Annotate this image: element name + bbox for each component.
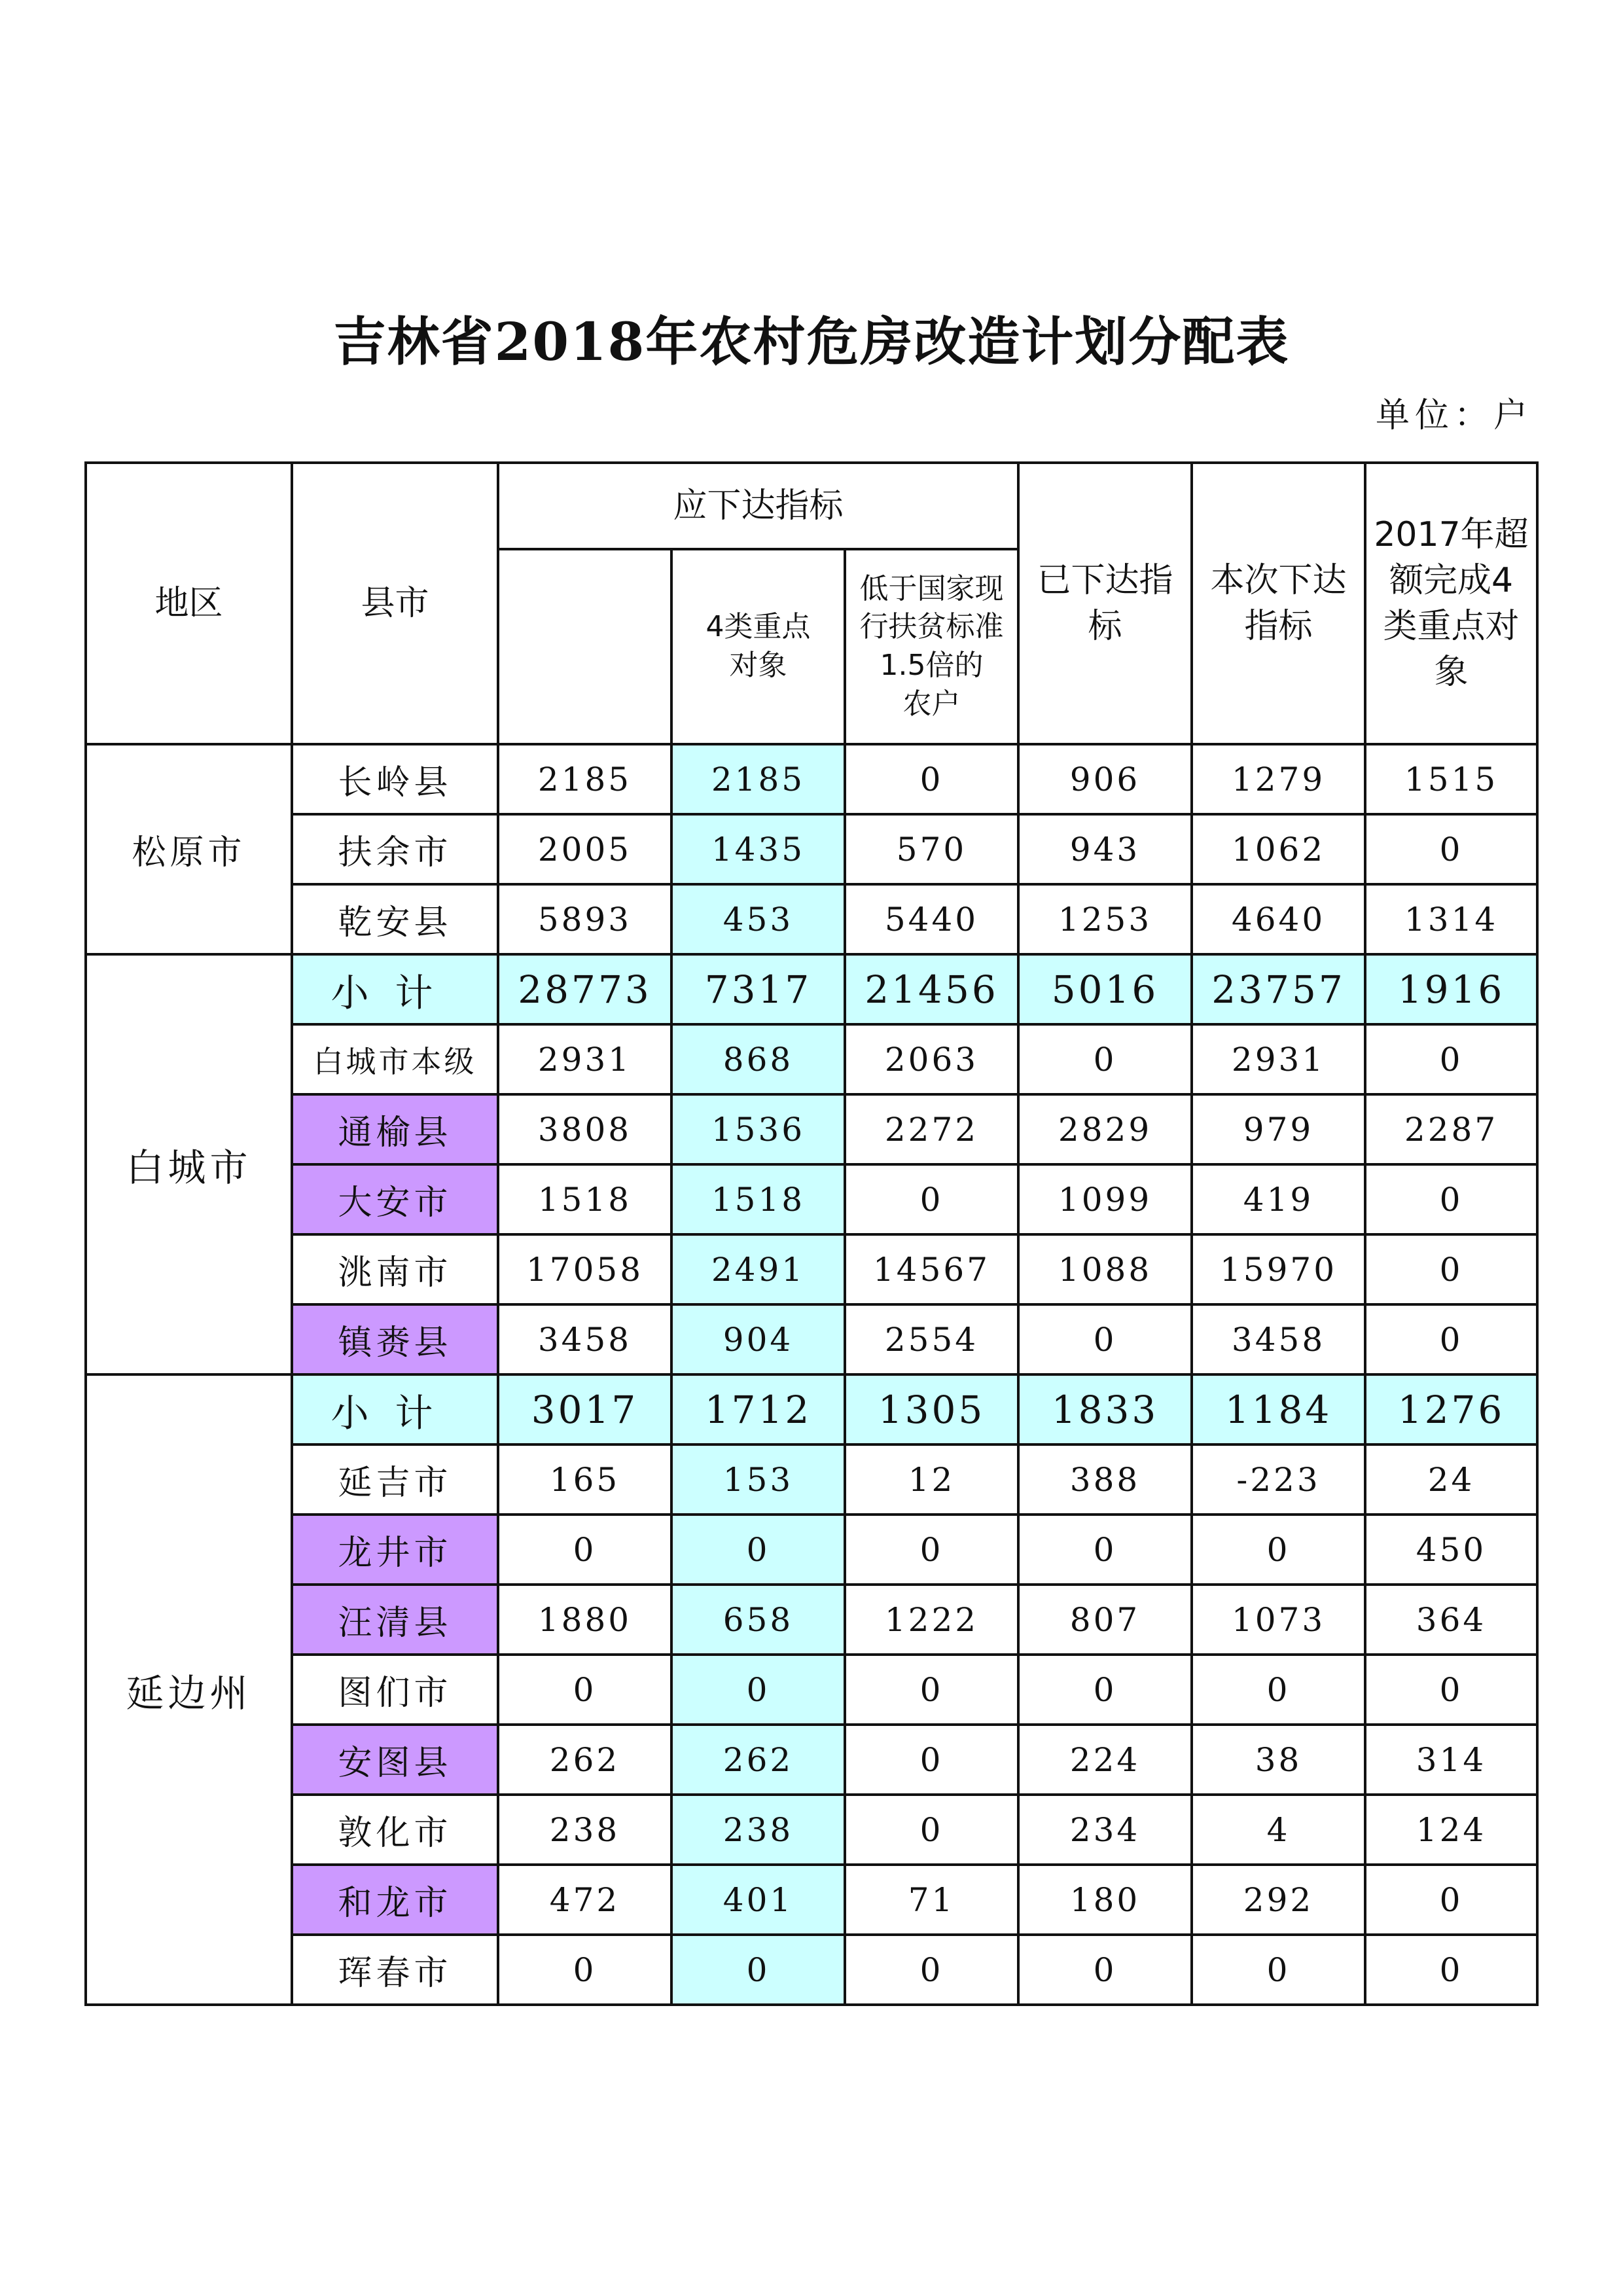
over-2017-cell: 0 — [1365, 814, 1537, 884]
key4-cell: 0 — [671, 1515, 845, 1585]
over-2017-cell: 1314 — [1365, 884, 1537, 954]
this-time-cell: 1279 — [1192, 744, 1365, 814]
key4-cell: 1536 — [671, 1094, 845, 1164]
county-cell: 和龙市 — [292, 1865, 498, 1935]
table-row — [86, 1304, 1537, 1374]
county-cell: 通榆县 — [292, 1094, 498, 1164]
header-over-2017: 2017年超 额完成4 类重点对 象 — [1365, 463, 1537, 744]
over-2017-cell: 0 — [1365, 1655, 1537, 1725]
subtotal-row — [86, 1374, 1537, 1444]
this-time-cell: 2931 — [1192, 1024, 1365, 1094]
issued-cell: 0 — [1018, 1024, 1192, 1094]
issued-cell: 0 — [1018, 1935, 1192, 2005]
total-cell: 0 — [498, 1655, 671, 1725]
key4-cell: 2185 — [671, 744, 845, 814]
key4-cell: 262 — [671, 1725, 845, 1795]
this-time-cell: 0 — [1192, 1935, 1365, 2005]
header-region: 地区 — [86, 463, 292, 744]
this-time-cell: 0 — [1192, 1515, 1365, 1585]
low-income-cell: 1222 — [845, 1585, 1018, 1655]
header-this-time: 本次下达 指标 — [1192, 463, 1365, 744]
key4-cell: 1712 — [671, 1374, 845, 1444]
total-cell: 1880 — [498, 1585, 671, 1655]
county-cell: 白城市本级 — [292, 1024, 498, 1094]
key4-cell: 238 — [671, 1795, 845, 1865]
county-cell: 扶余市 — [292, 814, 498, 884]
low-income-cell: 570 — [845, 814, 1018, 884]
header-should-issue: 应下达指标 — [498, 463, 1018, 549]
over-2017-cell: 0 — [1365, 1865, 1537, 1935]
over-2017-cell: 1515 — [1365, 744, 1537, 814]
low-income-cell: 14567 — [845, 1234, 1018, 1304]
county-cell: 小计 — [292, 1374, 498, 1444]
this-time-cell: 4 — [1192, 1795, 1365, 1865]
page-title: 吉林省2018年农村危房改造计划分配表 — [333, 311, 1290, 372]
this-time-cell: 4640 — [1192, 884, 1365, 954]
low-income-cell: 0 — [845, 1164, 1018, 1234]
low-income-cell: 2554 — [845, 1304, 1018, 1374]
total-cell: 262 — [498, 1725, 671, 1795]
subtotal-row — [86, 954, 1537, 1024]
over-2017-cell: 0 — [1365, 1935, 1537, 2005]
key4-cell: 868 — [671, 1024, 845, 1094]
county-cell: 镇赉县 — [292, 1304, 498, 1374]
issued-cell: 943 — [1018, 814, 1192, 884]
key4-cell: 7317 — [671, 954, 845, 1024]
low-income-cell: 2272 — [845, 1094, 1018, 1164]
over-2017-cell: 0 — [1365, 1164, 1537, 1234]
county-cell: 龙井市 — [292, 1515, 498, 1585]
key4-cell: 0 — [671, 1935, 845, 2005]
over-2017-cell: 124 — [1365, 1795, 1537, 1865]
this-time-cell: 15970 — [1192, 1234, 1365, 1304]
this-time-cell: 1073 — [1192, 1585, 1365, 1655]
table-row — [86, 1234, 1537, 1304]
this-time-cell: 292 — [1192, 1865, 1365, 1935]
key4-cell: 904 — [671, 1304, 845, 1374]
over-2017-cell: 450 — [1365, 1515, 1537, 1585]
over-2017-cell: 2287 — [1365, 1094, 1537, 1164]
low-income-cell: 71 — [845, 1865, 1018, 1935]
issued-cell: 5016 — [1018, 954, 1192, 1024]
county-cell: 小计 — [292, 954, 498, 1024]
table-row — [86, 1444, 1537, 1515]
county-cell: 大安市 — [292, 1164, 498, 1234]
over-2017-cell: 0 — [1365, 1234, 1537, 1304]
issued-cell: 234 — [1018, 1795, 1192, 1865]
total-cell: 0 — [498, 1515, 671, 1585]
county-cell: 长岭县 — [292, 744, 498, 814]
low-income-cell: 5440 — [845, 884, 1018, 954]
total-cell: 3017 — [498, 1374, 671, 1444]
table-row — [86, 1515, 1537, 1585]
issued-cell: 388 — [1018, 1444, 1192, 1515]
key4-cell: 1435 — [671, 814, 845, 884]
issued-cell: 0 — [1018, 1515, 1192, 1585]
county-cell: 图们市 — [292, 1655, 498, 1725]
this-time-cell: -223 — [1192, 1444, 1365, 1515]
total-cell: 17058 — [498, 1234, 671, 1304]
low-income-cell: 12 — [845, 1444, 1018, 1515]
header-total-blank — [498, 549, 671, 744]
over-2017-cell: 314 — [1365, 1725, 1537, 1795]
issued-cell: 0 — [1018, 1304, 1192, 1374]
issued-cell: 224 — [1018, 1725, 1192, 1795]
low-income-cell: 0 — [845, 1515, 1018, 1585]
table-row — [86, 884, 1537, 954]
table-row — [86, 1725, 1537, 1795]
total-cell: 2005 — [498, 814, 671, 884]
total-cell: 28773 — [498, 954, 671, 1024]
issued-cell: 1833 — [1018, 1374, 1192, 1444]
over-2017-cell: 364 — [1365, 1585, 1537, 1655]
header-low-income: 低于国家现 行扶贫标准 1.5倍的 农户 — [845, 549, 1018, 744]
issued-cell: 2829 — [1018, 1094, 1192, 1164]
over-2017-cell: 0 — [1365, 1024, 1537, 1094]
total-cell: 0 — [498, 1935, 671, 2005]
allocation-table — [84, 461, 1539, 2006]
key4-cell: 453 — [671, 884, 845, 954]
low-income-cell: 2063 — [845, 1024, 1018, 1094]
issued-cell: 807 — [1018, 1585, 1192, 1655]
over-2017-cell: 0 — [1365, 1304, 1537, 1374]
table-row — [86, 1935, 1537, 2005]
total-cell: 472 — [498, 1865, 671, 1935]
key4-cell: 153 — [671, 1444, 845, 1515]
over-2017-cell: 24 — [1365, 1444, 1537, 1515]
issued-cell: 906 — [1018, 744, 1192, 814]
low-income-cell: 1305 — [845, 1374, 1018, 1444]
total-cell: 1518 — [498, 1164, 671, 1234]
unit-label: 单位：户 — [1375, 396, 1533, 435]
this-time-cell: 1184 — [1192, 1374, 1365, 1444]
this-time-cell: 419 — [1192, 1164, 1365, 1234]
low-income-cell: 0 — [845, 1655, 1018, 1725]
table-row — [86, 1094, 1537, 1164]
low-income-cell: 0 — [845, 1725, 1018, 1795]
issued-cell: 180 — [1018, 1865, 1192, 1935]
total-cell: 2931 — [498, 1024, 671, 1094]
region-cell: 延边州 — [86, 1374, 292, 2005]
total-cell: 2185 — [498, 744, 671, 814]
this-time-cell: 23757 — [1192, 954, 1365, 1024]
header-county: 县市 — [292, 463, 498, 744]
total-cell: 3458 — [498, 1304, 671, 1374]
issued-cell: 1099 — [1018, 1164, 1192, 1234]
key4-cell: 0 — [671, 1655, 845, 1725]
key4-cell: 1518 — [671, 1164, 845, 1234]
this-time-cell: 38 — [1192, 1725, 1365, 1795]
table-body — [86, 744, 1537, 2005]
key4-cell: 2491 — [671, 1234, 845, 1304]
key4-cell: 401 — [671, 1865, 845, 1935]
header-key4: 4类重点 对象 — [671, 549, 845, 744]
total-cell: 238 — [498, 1795, 671, 1865]
this-time-cell: 3458 — [1192, 1304, 1365, 1374]
total-cell: 5893 — [498, 884, 671, 954]
over-2017-cell: 1276 — [1365, 1374, 1537, 1444]
county-cell: 珲春市 — [292, 1935, 498, 2005]
total-cell: 3808 — [498, 1094, 671, 1164]
key4-cell: 658 — [671, 1585, 845, 1655]
issued-cell: 1088 — [1018, 1234, 1192, 1304]
table-row — [86, 1164, 1537, 1234]
county-cell: 延吉市 — [292, 1444, 498, 1515]
low-income-cell: 0 — [845, 744, 1018, 814]
county-cell: 安图县 — [292, 1725, 498, 1795]
region-cell: 白城市 — [86, 954, 292, 1374]
issued-cell: 0 — [1018, 1655, 1192, 1725]
this-time-cell: 979 — [1192, 1094, 1365, 1164]
table-row — [86, 744, 1537, 814]
county-cell: 汪清县 — [292, 1585, 498, 1655]
county-cell: 乾安县 — [292, 884, 498, 954]
table-row — [86, 1795, 1537, 1865]
table-row — [86, 1865, 1537, 1935]
table-row — [86, 1024, 1537, 1094]
low-income-cell: 0 — [845, 1935, 1018, 2005]
county-cell: 敦化市 — [292, 1795, 498, 1865]
low-income-cell: 0 — [845, 1795, 1018, 1865]
table-row — [86, 814, 1537, 884]
table-row — [86, 1585, 1537, 1655]
over-2017-cell: 1916 — [1365, 954, 1537, 1024]
this-time-cell: 0 — [1192, 1655, 1365, 1725]
header-issued: 已下达指 标 — [1018, 463, 1192, 744]
table-row — [86, 1655, 1537, 1725]
issued-cell: 1253 — [1018, 884, 1192, 954]
low-income-cell: 21456 — [845, 954, 1018, 1024]
county-cell: 洮南市 — [292, 1234, 498, 1304]
region-cell: 松原市 — [86, 744, 292, 954]
this-time-cell: 1062 — [1192, 814, 1365, 884]
total-cell: 165 — [498, 1444, 671, 1515]
